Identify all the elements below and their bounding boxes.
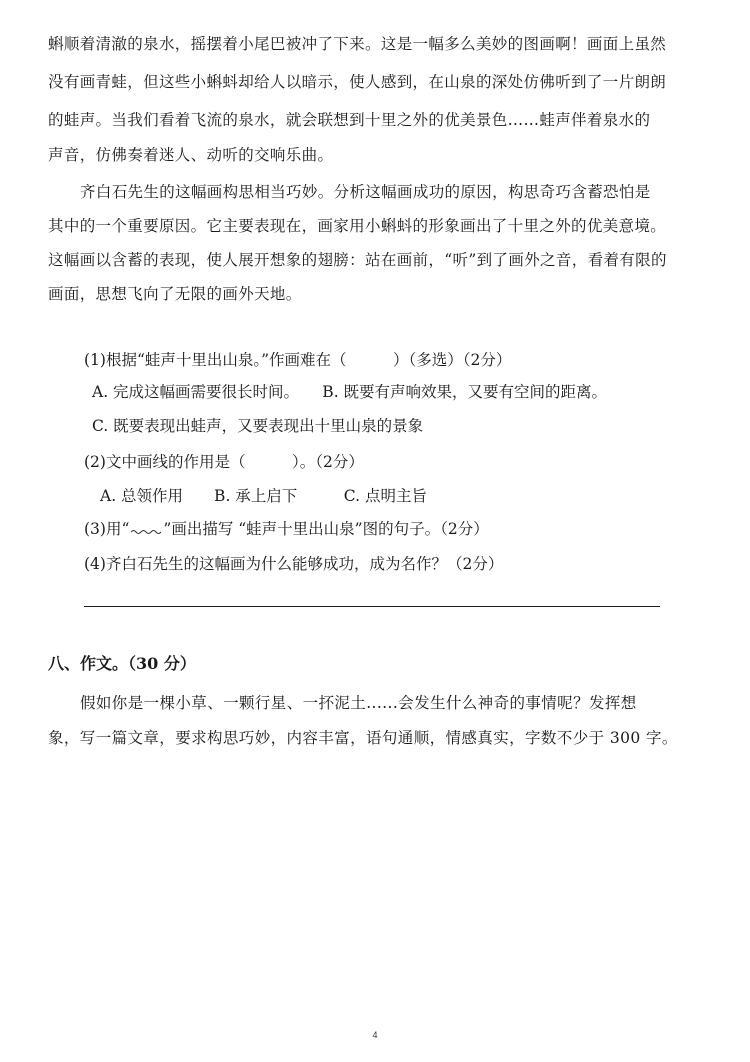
question-3-text-end: ”画出描写 “蛙声十里出山泉”图的句子。（2分）	[163, 520, 489, 538]
answer-line[interactable]	[84, 606, 660, 607]
question-1-option-c: C. 既要表现出蛙声，又要表现出十里山泉的景象	[92, 417, 424, 435]
passage-line: 这幅画以含蓄的表现，使人展开想象的翅膀：站在画前，“听”到了画外之音，看着有限的	[48, 251, 667, 269]
question-4: (4)齐白石先生的这幅画为什么能够成功，成为名作？（2分）	[84, 555, 504, 573]
question-1-options-ab: A. 完成这幅画需要很长时间。 B. 既要有声响效果，又要有空间的距离。	[92, 383, 608, 401]
passage-line: 没有画青蛙，但这些小蝌蚪却给人以暗示，使人感到，在山泉的深处仿佛听到了一片朗朗	[48, 73, 667, 91]
essay-line: 象，写一篇文章，要求构思巧妙，内容丰富，语句通顺，情感真实，字数不少于 300 字。	[48, 729, 678, 747]
question-2: (2)文中画线的作用是（ ）。（2分）	[84, 453, 364, 471]
question-3-text-start: (3)用“	[84, 520, 130, 538]
passage-line: 的蛙声。当我们看着飞流的泉水，就会联想到十里之外的优美景色……蛙声伴着泉水的	[48, 111, 651, 129]
section-8-title: 八、作文。（30 分）	[48, 654, 196, 673]
passage-line: 其中的一个重要原因。它主要表现在，画家用小蝌蚪的形象画出了十里之外的优美意境。	[48, 217, 667, 235]
question-1: (1)根据“蛙声十里出山泉。”作画难在（ ）（多选）（2分）	[84, 351, 512, 369]
essay-line: 假如你是一棵小草、一颗行星、一抔泥土......会发生什么神奇的事情呢？发挥想	[80, 694, 637, 712]
passage-line: 齐白石先生的这幅画构思相当巧妙。分析这幅画成功的原因，构思奇巧含蓄恐怕是	[80, 183, 651, 201]
passage-line: 蝌顺着清澈的泉水，摇摆着小尾巴被冲了下来。这是一幅多么美妙的图画啊！画面上虽然	[48, 35, 667, 53]
passage-line: 画面，思想飞向了无限的画外天地。	[48, 285, 302, 303]
wavy-underline-icon	[131, 527, 161, 535]
passage-line: 声音，仿佛奏着迷人、动听的交响乐曲。	[48, 146, 334, 164]
page-number: 4	[372, 1030, 378, 1040]
question-3	[84, 519, 489, 539]
question-2-options: A. 总领作用 B. 承上启下 C. 点明主旨	[100, 487, 427, 505]
